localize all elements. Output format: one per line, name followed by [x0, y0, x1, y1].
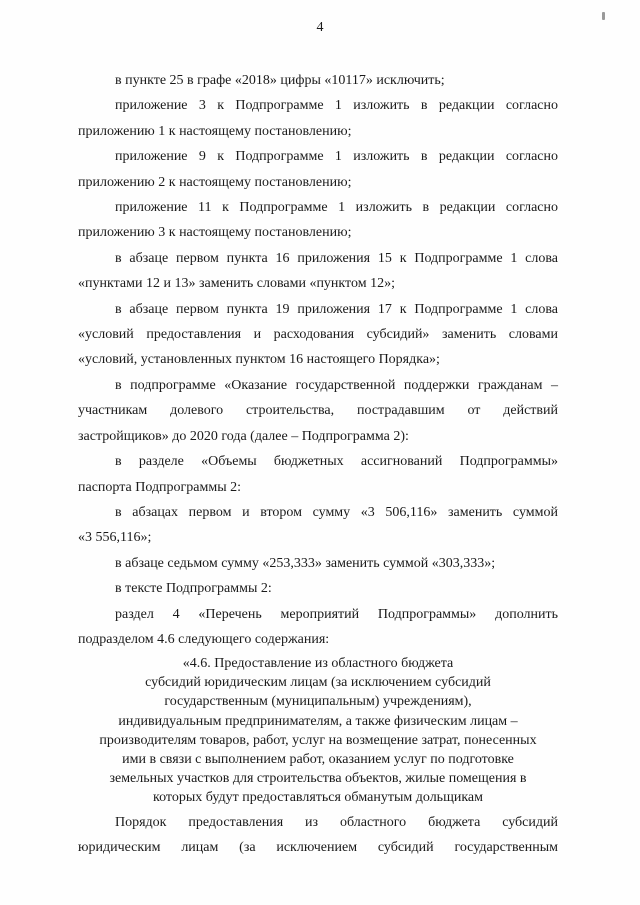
text-line: приложению 2 к настоящему постановлению; [78, 174, 352, 190]
text-line: застройщиков» до 2020 года (далее – Подпрограмма 2): [78, 428, 409, 444]
text-line: приложению 1 к настоящему постановлению; [78, 123, 352, 139]
body-text [78, 68, 558, 652]
text-line: подразделом 4.6 следующего содержания: [78, 631, 330, 647]
paragraph [78, 500, 558, 551]
paragraph [78, 602, 558, 653]
text-line: «пунктами 12 и 13» заменить словами «пунктом 12»; [78, 276, 395, 292]
heading-line: «4.6. Предоставление из областного бюджета [182, 656, 454, 671]
heading-line: индивидуальным предпринимателям, а также физическим лицам – [118, 713, 518, 729]
text-line: приложение 11 к Подпрограмме 1 изложить в редакции согласно [115, 200, 558, 216]
paragraph [78, 449, 558, 500]
paragraph [78, 373, 558, 449]
paragraph [78, 144, 558, 195]
text-line: паспорта Подпрограммы 2: [78, 479, 242, 495]
paragraph [78, 551, 558, 576]
text-line: в абзаце первом пункта 16 приложения 15 к Подпрограмме 1 слова [115, 250, 558, 266]
text-line: в абзаце седьмом сумму «253,333» заменить суммой «303,333»; [115, 555, 496, 571]
text-line: в разделе «Объемы бюджетных ассигнований Подпрограммы» [115, 454, 558, 470]
subsection-heading [78, 654, 558, 808]
heading-line: государственным (муниципальным) учреждениям), [164, 694, 472, 710]
tail-paragraph [78, 810, 558, 861]
scan-mark [602, 12, 605, 20]
text-line: в абзаце первом пункта 19 приложения 17 к Подпрограмме 1 слова [115, 301, 558, 317]
heading-line: субсидий юридическим лицам (за исключением субсидий [145, 675, 491, 691]
text-line: участникам долевого строительства, пострадавшим от действий [78, 403, 558, 419]
heading-line: производителям товаров, работ, услуг на возмещение затрат, понесенных [99, 732, 537, 748]
text-line: «условий, установленных пунктом 16 настоящего Порядка»; [78, 352, 440, 368]
paragraph [78, 195, 558, 246]
text-line: юридическим лицам (за исключением субсидий государственным [78, 840, 558, 856]
text-line: в подпрограмме «Оказание государственной поддержки гражданам – [115, 377, 558, 393]
paragraph [78, 810, 558, 861]
paragraph [78, 93, 558, 144]
text-line: раздел 4 «Перечень мероприятий Подпрограммы» дополнить [115, 606, 558, 622]
paragraph [78, 68, 558, 93]
page-number: 4 [316, 20, 324, 35]
text-line: приложение 9 к Подпрограмме 1 изложить в редакции согласно [115, 149, 558, 165]
paragraph [78, 297, 558, 373]
paragraph [78, 576, 558, 601]
text-line: в пункте 25 в графе «2018» цифры «10117» исключить; [115, 73, 445, 88]
heading-line: земельных участков для строительства объектов, жилые помещения в [109, 771, 527, 787]
heading-line: которых будут предоставляться обманутым дольщикам [153, 790, 483, 806]
paragraph [78, 246, 558, 297]
text-line: «3 556,116»; [78, 530, 152, 546]
text-line: «условий предоставления и расходования субсидий» заменить словами [78, 327, 558, 343]
text-line: в абзацах первом и втором сумму «3 506,116» заменить суммой [115, 504, 558, 520]
text-line: в тексте Подпрограммы 2: [115, 581, 272, 597]
text-line: приложение 3 к Подпрограмме 1 изложить в редакции согласно [115, 98, 558, 114]
heading-line: ими в связи с выполнением работ, оказанием услуг по подготовке [122, 752, 514, 768]
text-line: приложению 3 к настоящему постановлению; [78, 225, 352, 241]
text-line: Порядок предоставления из областного бюджета субсидий [115, 815, 558, 830]
